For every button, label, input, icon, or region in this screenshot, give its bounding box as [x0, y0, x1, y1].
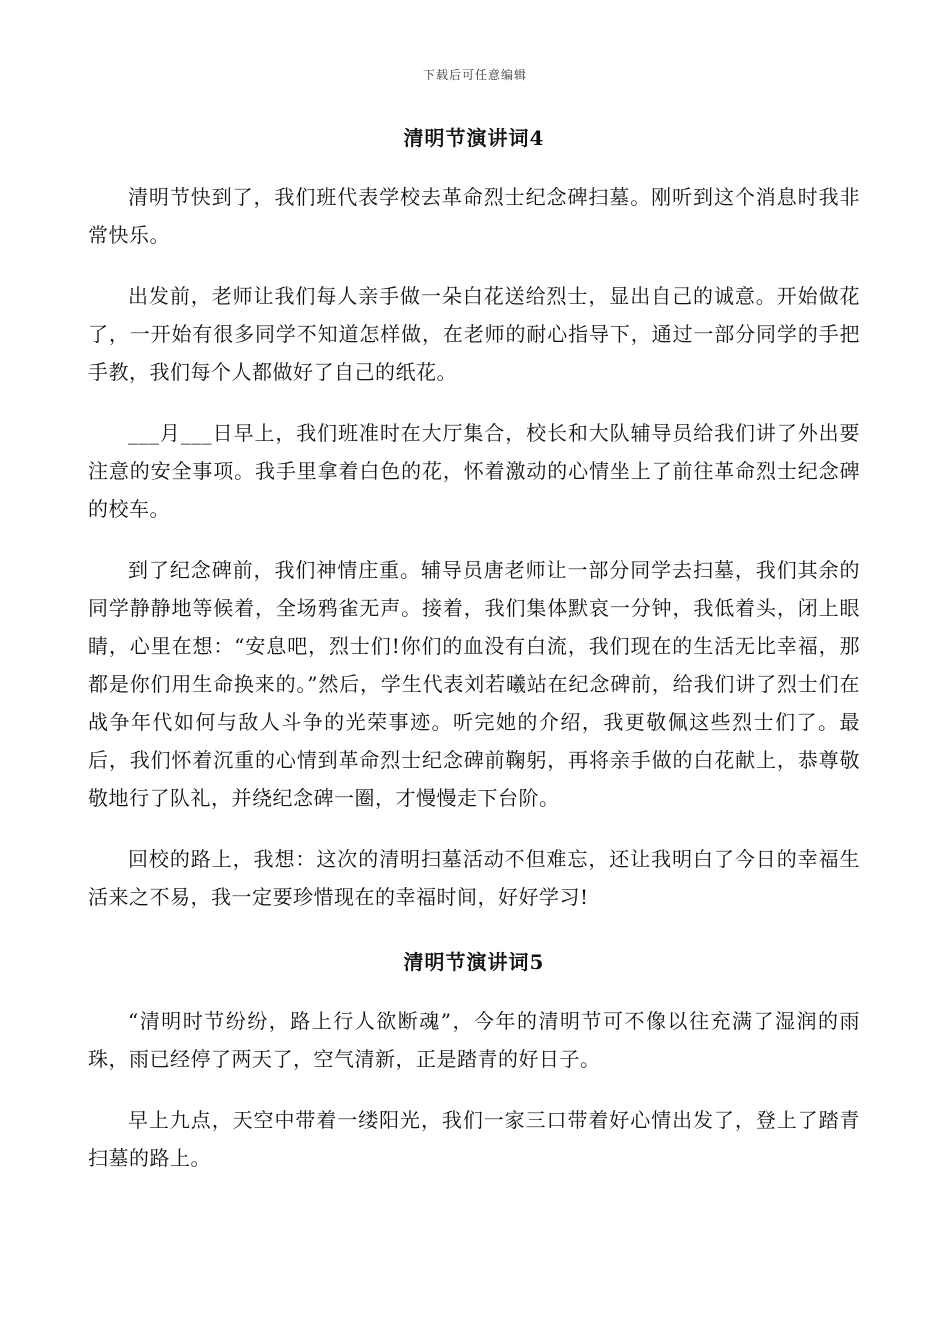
paragraph: 早上九点，天空中带着一缕阳光，我们一家三口带着好心情出发了，登上了踏青扫墓的路上。 — [88, 1108, 860, 1170]
paragraph: 到了纪念碑前，我们神情庄重。辅导员唐老师让一部分同学去扫墓，我们其余的同学静静地等候着，全场鸦雀无声。接着，我们集体默哀一分钟，我低着头，闭上眼睛，心里在想：“安息吧，烈士们!你们的血没有白流，我们现在的生活无比幸福，那都是你们用生命换来的。”然后，学生代表刘若曦站在纪念碑前，给我们讲了烈士们在战争年代如何与敌人斗争的光荣事迹。听完她的介绍，我更敬佩这些烈士们了。最后，我们怀着沉重的心情到革命烈士纪念碑前鞠躬，再将亲手做的白花献上，恭尊敬敬地行了队礼，并绕纪念碑一圈，才慢慢走下台阶。 — [88, 558, 860, 810]
paragraph: “清明时节纷纷，路上行人欲断魂”，今年的清明节可不像以往充满了湿润的雨珠，雨已经停了两天了，空气清新，正是踏青的好日子。 — [88, 1009, 860, 1071]
paragraph: ___月___日早上，我们班准时在大厅集合，校长和大队辅导员给我们讲了外出要注意的安全事项。我手里拿着白色的花，怀着激动的心情坐上了前往革命烈士纪念碑的校车。 — [88, 421, 860, 521]
document-body — [88, 118, 860, 1177]
section-title-4: 清明节演讲词4 — [403, 126, 545, 150]
paragraph: 清明节快到了，我们班代表学校去革命烈士纪念碑扫墓。刚听到这个消息时我非常快乐。 — [88, 185, 860, 247]
paragraph: 回校的路上，我想：这次的清明扫墓活动不但难忘，还让我明白了今日的幸福生活来之不易，我一定要珍惜现在的幸福时间，好好学习! — [88, 847, 860, 909]
paragraph: 出发前，老师让我们每人亲手做一朵白花送给烈士，显出自己的诚意。开始做花了，一开始有很多同学不知道怎样做，在老师的耐心指导下，通过一部分同学的手把手教，我们每个人都做好了自己的纸花。 — [88, 284, 860, 384]
section-title-5: 清明节演讲词5 — [403, 950, 545, 974]
header-note: 下载后可任意编辑 — [422, 68, 527, 82]
